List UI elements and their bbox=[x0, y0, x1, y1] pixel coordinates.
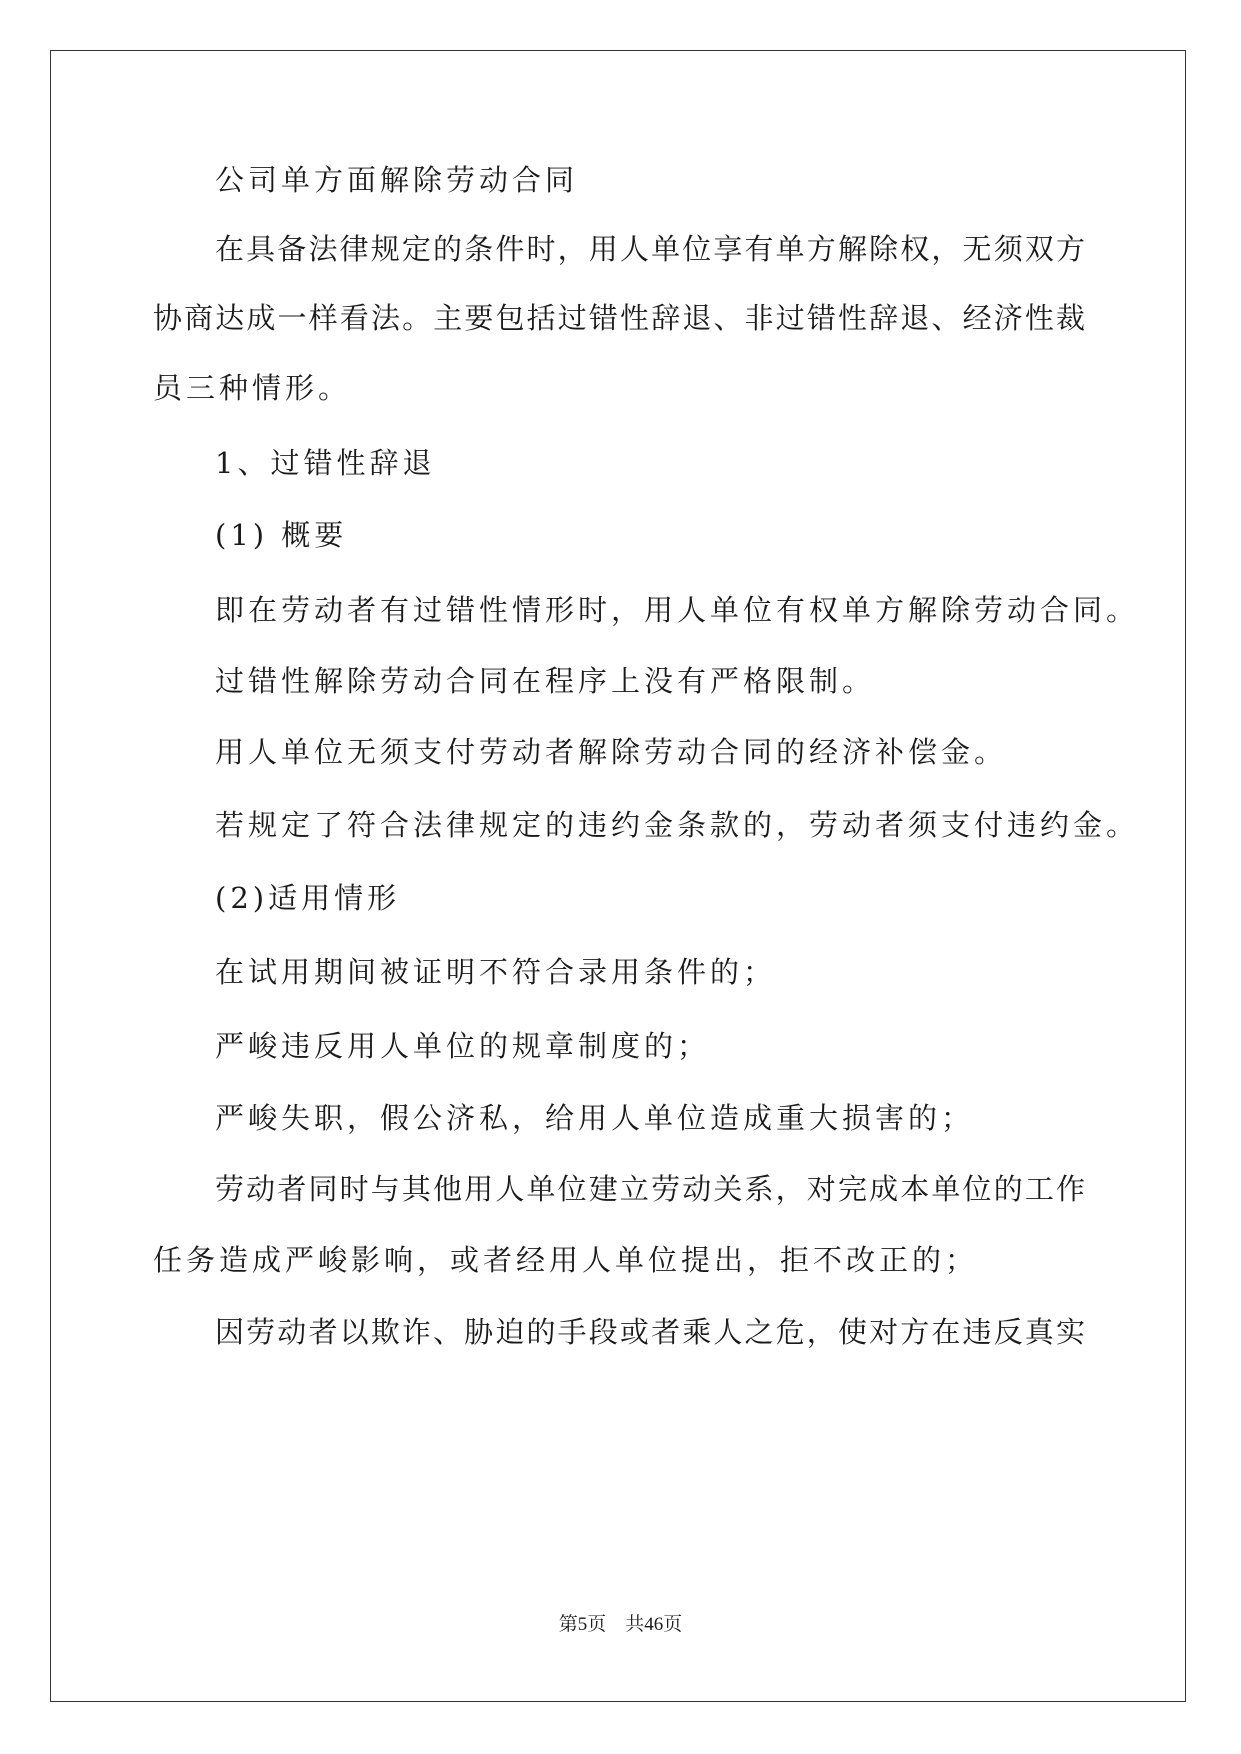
list-item: 在试用期间被证明不符合录用条件的； bbox=[215, 955, 777, 989]
paragraph-line: 在具备法律规定的条件时，用人单位享有单方解除权，无须双方 bbox=[215, 232, 1085, 266]
paragraph-line: 过错性解除劳动合同在程序上没有严格限制。 bbox=[215, 664, 876, 698]
subsection-heading: (2)适用情形 bbox=[215, 881, 401, 915]
paragraph-line: 若规定了符合法律规定的违约金条款的，劳动者须支付违约金。 bbox=[215, 808, 1140, 842]
page-number-footer bbox=[0, 1612, 1241, 1638]
paragraph-line: 用人单位无须支付劳动者解除劳动合同的经济补偿金。 bbox=[215, 735, 1008, 769]
paragraph-line: 即在劳动者有过错性情形时，用人单位有权单方解除劳动合同。 bbox=[215, 593, 1140, 627]
list-item: 因劳动者以欺诈、胁迫的手段或者乘人之危，使对方在违反真实 bbox=[215, 1315, 1085, 1349]
page-number-text: 第5页 共46页 bbox=[558, 1614, 683, 1635]
list-item: 严峻失职，假公济私，给用人单位造成重大损害的； bbox=[215, 1101, 975, 1135]
section-heading: 公司单方面解除劳动合同 bbox=[215, 163, 579, 197]
subsection-heading: 1、过错性辞退 bbox=[215, 446, 436, 480]
subsection-heading: (1) 概要 bbox=[215, 518, 348, 552]
paragraph-line: 协商达成一样看法。主要包括过错性辞退、非过错性辞退、经济性裁 bbox=[153, 301, 1085, 335]
list-item: 劳动者同时与其他用人单位建立劳动关系，对完成本单位的工作 bbox=[215, 1172, 1085, 1206]
list-item: 严峻违反用人单位的规章制度的； bbox=[215, 1029, 711, 1063]
list-item: 任务造成严峻影响，或者经用人单位提出，拒不改正的； bbox=[153, 1243, 979, 1277]
paragraph-line: 员三种情形。 bbox=[153, 371, 352, 405]
